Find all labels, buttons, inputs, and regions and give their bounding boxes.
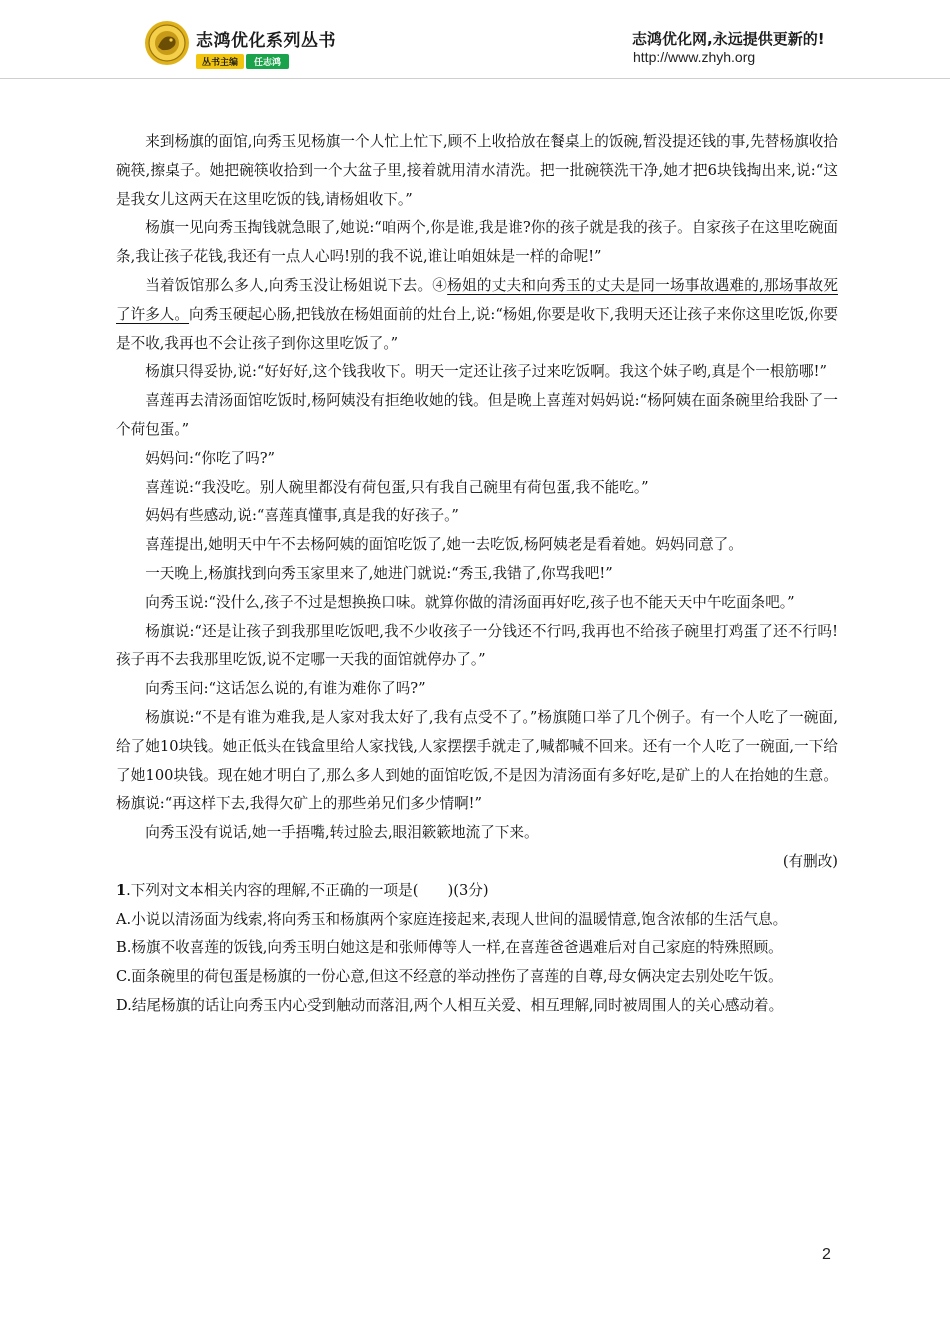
page-header: [0, 0, 950, 84]
paragraph: 向秀玉说:“没什么,孩子不过是想换换口味。就算你做的清汤面再好吃,孩子也不能天天中午吃面条吧。”: [145, 593, 795, 611]
editor-tag-label: 丛书主编: [196, 54, 244, 69]
paragraph: 向秀玉没有说话,她一手捂嘴,转过脸去,眼泪簌簌地流了下来。: [145, 824, 539, 842]
paragraph: 来到杨旗的面馆,向秀玉见杨旗一个人忙上忙下,顾不上收拾放在餐桌上的饭碗,暂没提还钱的事,先替杨旗收拾碗筷,擦桌子。她把碗筷收拾到一个大盆子里,接着就用清水清洗。把一批碗筷洗干净,她才把6块钱掏出来,说:“这是我女儿这两天在这里吃饭的钱,请杨姐收下。”: [116, 133, 838, 208]
series-logo-icon: [144, 20, 190, 66]
paragraph: 妈妈有些感动,说:“喜莲真懂事,真是我的好孩子。”: [145, 507, 459, 525]
paragraph: 喜莲再去清汤面馆吃饭时,杨阿姨没有拒绝收她的钱。但是晚上喜莲对妈妈说:“杨阿姨在面条碗里给我卧了一个荷包蛋。”: [116, 392, 838, 438]
paragraph: 杨旗一见向秀玉掏钱就急眼了,她说:“咱两个,你是谁,我是谁?你的孩子就是我的孩子。自家孩子在这里吃碗面条,我让孩子花钱,我还有一点人心吗!别的我不说,谁让咱姐妹是一样的命呢!”: [116, 219, 838, 266]
paragraph-text: 当着饭馆那么多人,向秀玉没让杨姐说下去。④: [145, 276, 448, 294]
question-text: .下列对文本相关内容的理解,不正确的一项是( )(3分): [126, 881, 489, 899]
site-slogan: 志鸿优化网,永远提供更新的!: [632, 30, 825, 48]
page-number: 2: [822, 1246, 831, 1263]
paragraph: 杨旗说:“不是有谁为难我,是人家对我太好了,我有点受不了。”杨旗随口举了几个例子。有一个人吃了一碗面,给了她10块钱。她正低头在钱盒里给人家找钱,人家摆摆手就走了,喊都喊不回来。还有一个人吃了一碗面,一下给了她100块钱。现在她才明白了,那么多人到她的面馆吃饭,不是因为清汤面有多好吃,是矿上的人在抬她的生意。杨旗说:“再这样下去,我得欠矿上的那些弟兄们多少情啊!”: [116, 708, 838, 813]
option-d[interactable]: D.结尾杨旗的话让向秀玉内心受到触动而落泪,两个人相互关爱、相互理解,同时被周围人的关心感动着。: [116, 996, 784, 1014]
paragraph-marked: [116, 272, 838, 358]
option-a[interactable]: A.小说以清汤面为线索,将向秀玉和杨旗两个家庭连接起来,表现人世间的温暖情意,饱含浓郁的生活气息。: [116, 910, 788, 928]
paragraph: 杨旗说:“还是让孩子到我那里吃饭吧,我不少收孩子一分钱还不行吗,我再也不给孩子碗里打鸡蛋了还不行吗!孩子再不去我那里吃饭,说不定哪一天我的面馆就停办了。”: [116, 622, 838, 669]
paragraph: 妈妈问:“你吃了吗?”: [145, 449, 276, 467]
option-b[interactable]: B.杨旗不收喜莲的饭钱,向秀玉明白她这是和张师傅等人一样,在喜莲爸爸遇难后对自己家庭的特殊照顾。: [116, 939, 783, 957]
edit-note: (有删改): [782, 852, 838, 870]
site-url[interactable]: http://www.zhyh.org: [633, 49, 756, 65]
editor-name: 任志鸿: [246, 54, 289, 69]
paragraph: 喜莲提出,她明天中午不去杨阿姨的面馆吃饭了,她一去吃饭,杨阿姨老是看着她。妈妈同意了。: [145, 536, 743, 554]
paragraph: 喜莲说:“我没吃。别人碗里都没有荷包蛋,只有我自己碗里有荷包蛋,我不能吃。”: [145, 478, 649, 496]
question-stem: [116, 877, 838, 906]
document-body: [116, 128, 838, 1021]
series-title: 志鸿优化系列丛书: [196, 31, 336, 51]
paragraph: 一天晚上,杨旗找到向秀玉家里来了,她进门就说:“秀玉,我错了,你骂我吧!”: [145, 564, 613, 582]
editor-tags: [196, 50, 289, 68]
header-divider: [0, 78, 950, 79]
paragraph: 杨旗只得妥协,说:“好好好,这个钱我收下。明天一定还让孩子过来吃饭啊。我这个妹子哟,真是个一根筋哪!”: [145, 363, 827, 381]
paragraph: 向秀玉问:“这话怎么说的,有谁为难你了吗?”: [145, 680, 426, 698]
underlined-sentence: 杨姐的丈夫和向秀玉的丈夫是同一场事故遇难的,那场事故死了许多人。: [116, 276, 838, 323]
paragraph-text: 向秀玉硬起心肠,把钱放在杨姐面前的灶台上,说:“杨姐,你要是收下,我明天还让孩子来你这里吃饭,你要是不收,我再也不会让孩子到你这里吃饭了。”: [116, 305, 838, 352]
option-c[interactable]: C.面条碗里的荷包蛋是杨旗的一份心意,但这不经意的举动挫伤了喜莲的自尊,母女俩决定去别处吃午饭。: [116, 968, 783, 986]
question-number: 1: [116, 881, 127, 899]
